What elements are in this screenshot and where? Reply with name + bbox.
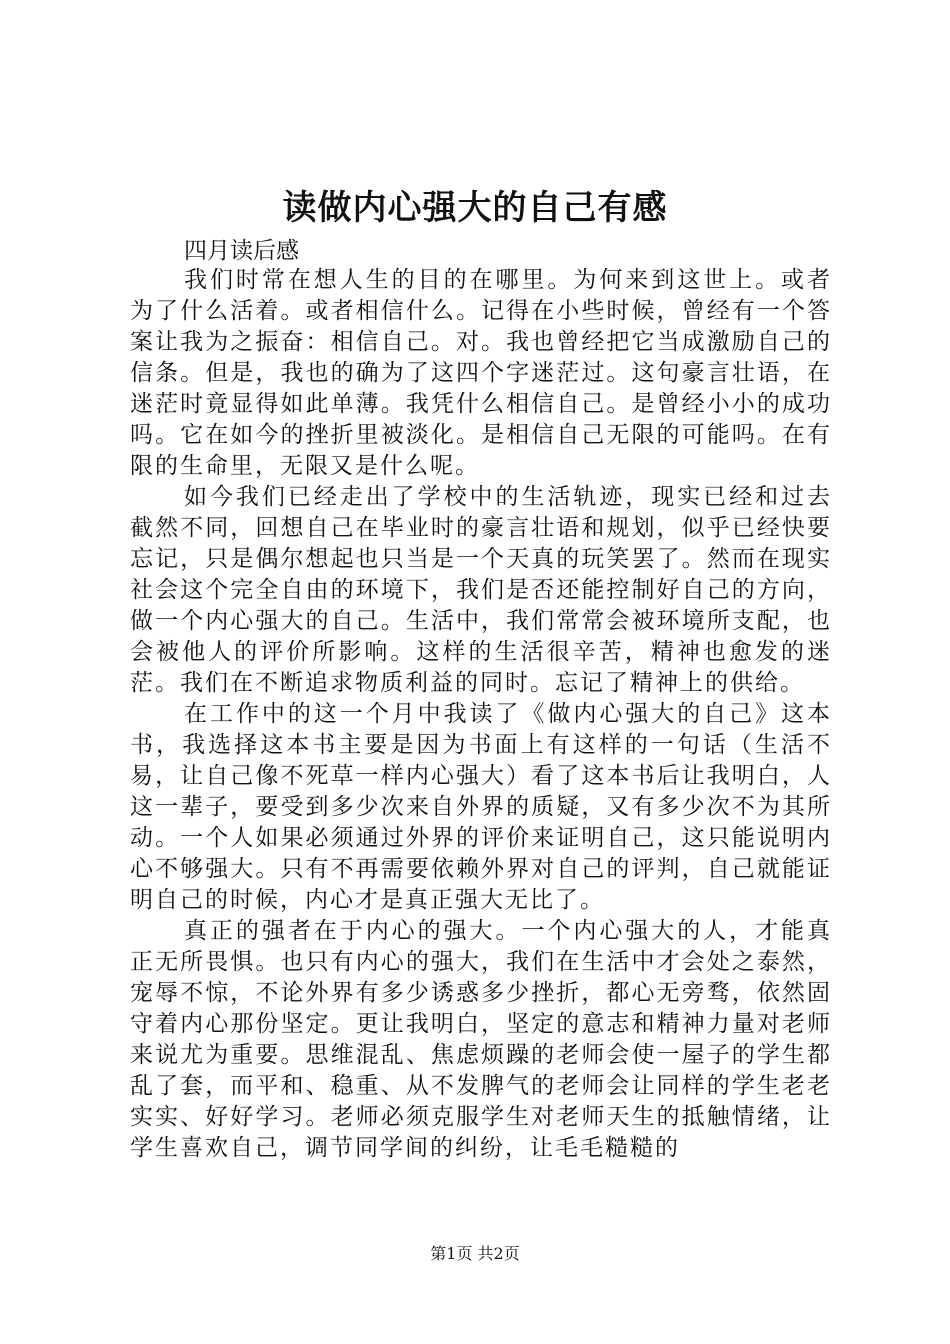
document-title: 读做内心强大的自己有感 [282,188,668,228]
paragraph: 如今我们已经走出了学校中的生活轨迹，现实已经和过去截然不同，回想自己在毕业时的豪言壮语和规划，似乎已经快要忘记，只是偶尔想起也只当是一个天真的玩笑罢了。然而在现实社会这个完全自由的环境下，我们是否还能控制好自己的方向，做一个内心强大的自己。生活中，我们常常会被环境所支配，也会被他人的评价所影响。这样的生活很辛苦，精神也愈发的迷茫。我们在不断追求物质利益的同时。忘记了精神上的供给。 [130,484,832,696]
document-subtitle: 四月读后感 [184,238,299,264]
page-footer: 第1页 共2页 [430,1244,520,1263]
document-body [130,237,832,1164]
paragraph: 在工作中的这一个月中我读了《做内心强大的自己》这本书，我选择这本书主要是因为书面上有这样的一句话（生活不易，让自己像不死草一样内心强大）看了这本书后让我明白，人这一辈子，要受到多少次来自外界的质疑，又有多少次不为其所动。一个人如果必须通过外界的评价来证明自己，这只能说明内心不够强大。只有不再需要依赖外界对自己的评判，自己就能证明自己的时候，内心才是真正强大无比了。 [130,701,832,913]
paragraph: 真正的强者在于内心的强大。一个内心强大的人，才能真正无所畏惧。也只有内心的强大，我们在生活中才会处之泰然，宠辱不惊，不论外界有多少诱惑多少挫折，都心无旁骛，依然固守着内心那份坚定。更让我明白，坚定的意志和精神力量对老师来说尤为重要。思维混乱、焦虑烦躁的老师会使一屋子的学生都乱了套，而平和、稳重、从不发脾气的老师会让同样的学生老老实实、好好学习。老师必须克服学生对老师天生的抵触情绪，让学生喜欢自己，调节同学间的纠纷，让毛毛糙糙的 [130,918,832,1161]
paragraph: 我们时常在想人生的目的在哪里。为何来到这世上。或者为了什么活着。或者相信什么。记得在小些时候，曾经有一个答案让我为之振奋：相信自己。对。我也曾经把它当成激励自己的信条。但是，我也的确为了这四个字迷茫过。这句豪言壮语，在迷茫时竟显得如此单薄。我凭什么相信自己。是曾经小小的成功吗。它在如今的挫折里被淡化。是相信自己无限的可能吗。在有限的生命里，无限又是什么呢。 [130,267,832,479]
